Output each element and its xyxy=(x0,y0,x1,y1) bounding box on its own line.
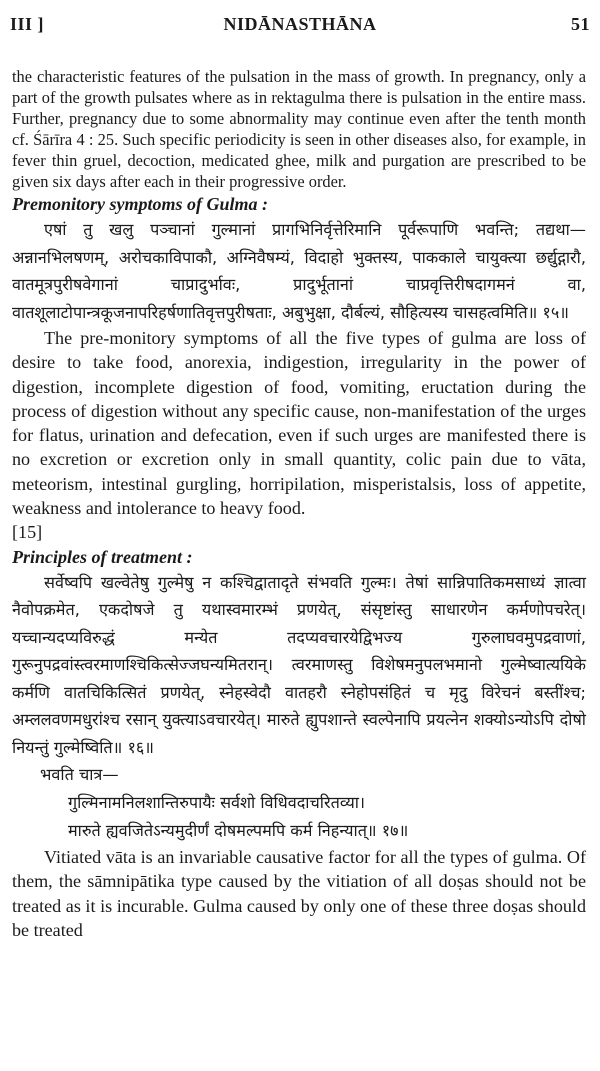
sanskrit-verse-16: सर्वेष्वपि खल्वेतेषु गुल्मेषु न कश्चिद्वातादृते संभवति गुल्मः। तेषां सान्निपातिकमसाध्यं ज्ञात्वा नैवोपक्रमेत, एकदोषजे तु यथास्वमारम्भं प्रणयेत्, संसृष्टांस्तु साधारणेन कर्मणोपचरेत्। यच्चान्यदप्यविरुद्धं मन्येत तदप्यवचारयेद्विभज्य गुरुलाघवमुपद्रवाणां, गुरूनुपद्रवांस्त्वरमाणश्चिकित्सेज्जघन्यमितरान्। त्वरमाणस्तु विशेषमनुपलभमानो गुल्मेष्वात्ययिके कर्मणि वातचिकित्सितं प्रणयेत्, स्नेहस्वेदौ वातहरौ स्नेहोपसंहितं च मृदु विरेचनं बस्तींश्च; अम्ललवणमधुरांश्च रसान् युक्त्याऽवचारयेत्। मारुते ह्युपशान्ते स्वल्पेनापि प्रयत्नेन शक्योऽन्योऽपि दोषो नियन्तुं गुल्मेष्विति॥ १६॥ xyxy=(12,572,586,757)
verse-reference-15: [15] xyxy=(12,522,43,543)
intro-paragraph: the characteristic features of the pulsation in the mass of growth. In pregnancy, only a part of the growth pulsates where as in rektagulma there is pulsation in the entire mass. Further, pregnancy due to some abnormality may continue even after the tenth month cf. Śārīra 4 : 25. Such specific periodicity is seen in other diseases also, for example, in fever thin gruel, decoction, medicated ghee, milk and purgation are prescribed to be given six days after each in their progressive order. xyxy=(12,67,586,191)
translation-verse-16-17: Vitiated vāta is an invariable causative factor for all the types of gulma. Of them, the sāmnipātika type caused by the vitiation of all doṣas should not be treated as it is incurable. Gulma caused by only one of these three doṣas should be treated xyxy=(12,847,586,941)
verse-line-1: गुल्मिनामनिलशान्तिरुपायैः सर्वशो विधिवदाचरितव्या। xyxy=(68,793,366,813)
translation-verse-15: The pre-monitory symptoms of all the five types of gulma are loss of desire to take food, anorexia, indigestion, irregularity in the power of digestion, incomplete digestion of food, vomiting, eructation during the process of digestion without any specific cause, non-manifestation of the urges for flatus, urination and defecation, even if such urges are manifested there is no excretion or excretion only in small quantity, colic pain due to vāta, meteorism, intestinal gurgling, horripilation, misperistalsis, loss of appetite, weakness and intolerance to heavy food. xyxy=(12,328,586,519)
page-body xyxy=(12,66,586,942)
section-heading-premonitory: Premonitory symptoms of Gulma : xyxy=(12,194,268,214)
verse-line-2: मारुते ह्यवजितेऽन्यमुदीर्णं दोषमल्पमपि कर्म निहन्यात्॥ १७॥ xyxy=(68,821,409,841)
running-title: NIDĀNASTHĀNA xyxy=(223,14,377,34)
section-heading-treatment: Principles of treatment : xyxy=(12,546,193,567)
chapter-marker: III ] xyxy=(10,14,45,34)
sanskrit-verse-15: एषां तु खलु पञ्चानां गुल्मानां प्रागभिनिर्वृत्तेरिमानि पूर्वरूपाणि भवन्ति; तद्यथा—अन्नानभिलषणम्, अरोचकाविपाकौ, अग्निवैषम्यं, विदाहो भुक्तस्य, पाककाले चायुक्त्या छर्द्युद्गारौ, वातमूत्रपुरीषवेगानां चाप्रादुर्भावः, प्रादुर्भूतानां चाप्रवृत्तिरीषदागमनं वा, वातशूलाटोपान्त्रकूजनापरिहर्षणातिवृत्तपुरीषताः, अबुभुक्षा, दौर्बल्यं, सौहित्यस्य चासहत्वमिति॥ १५॥ xyxy=(12,220,586,322)
page-number: 51 xyxy=(571,14,590,34)
page-header xyxy=(10,14,590,40)
verse-intro: भवति चात्र— xyxy=(40,765,119,785)
